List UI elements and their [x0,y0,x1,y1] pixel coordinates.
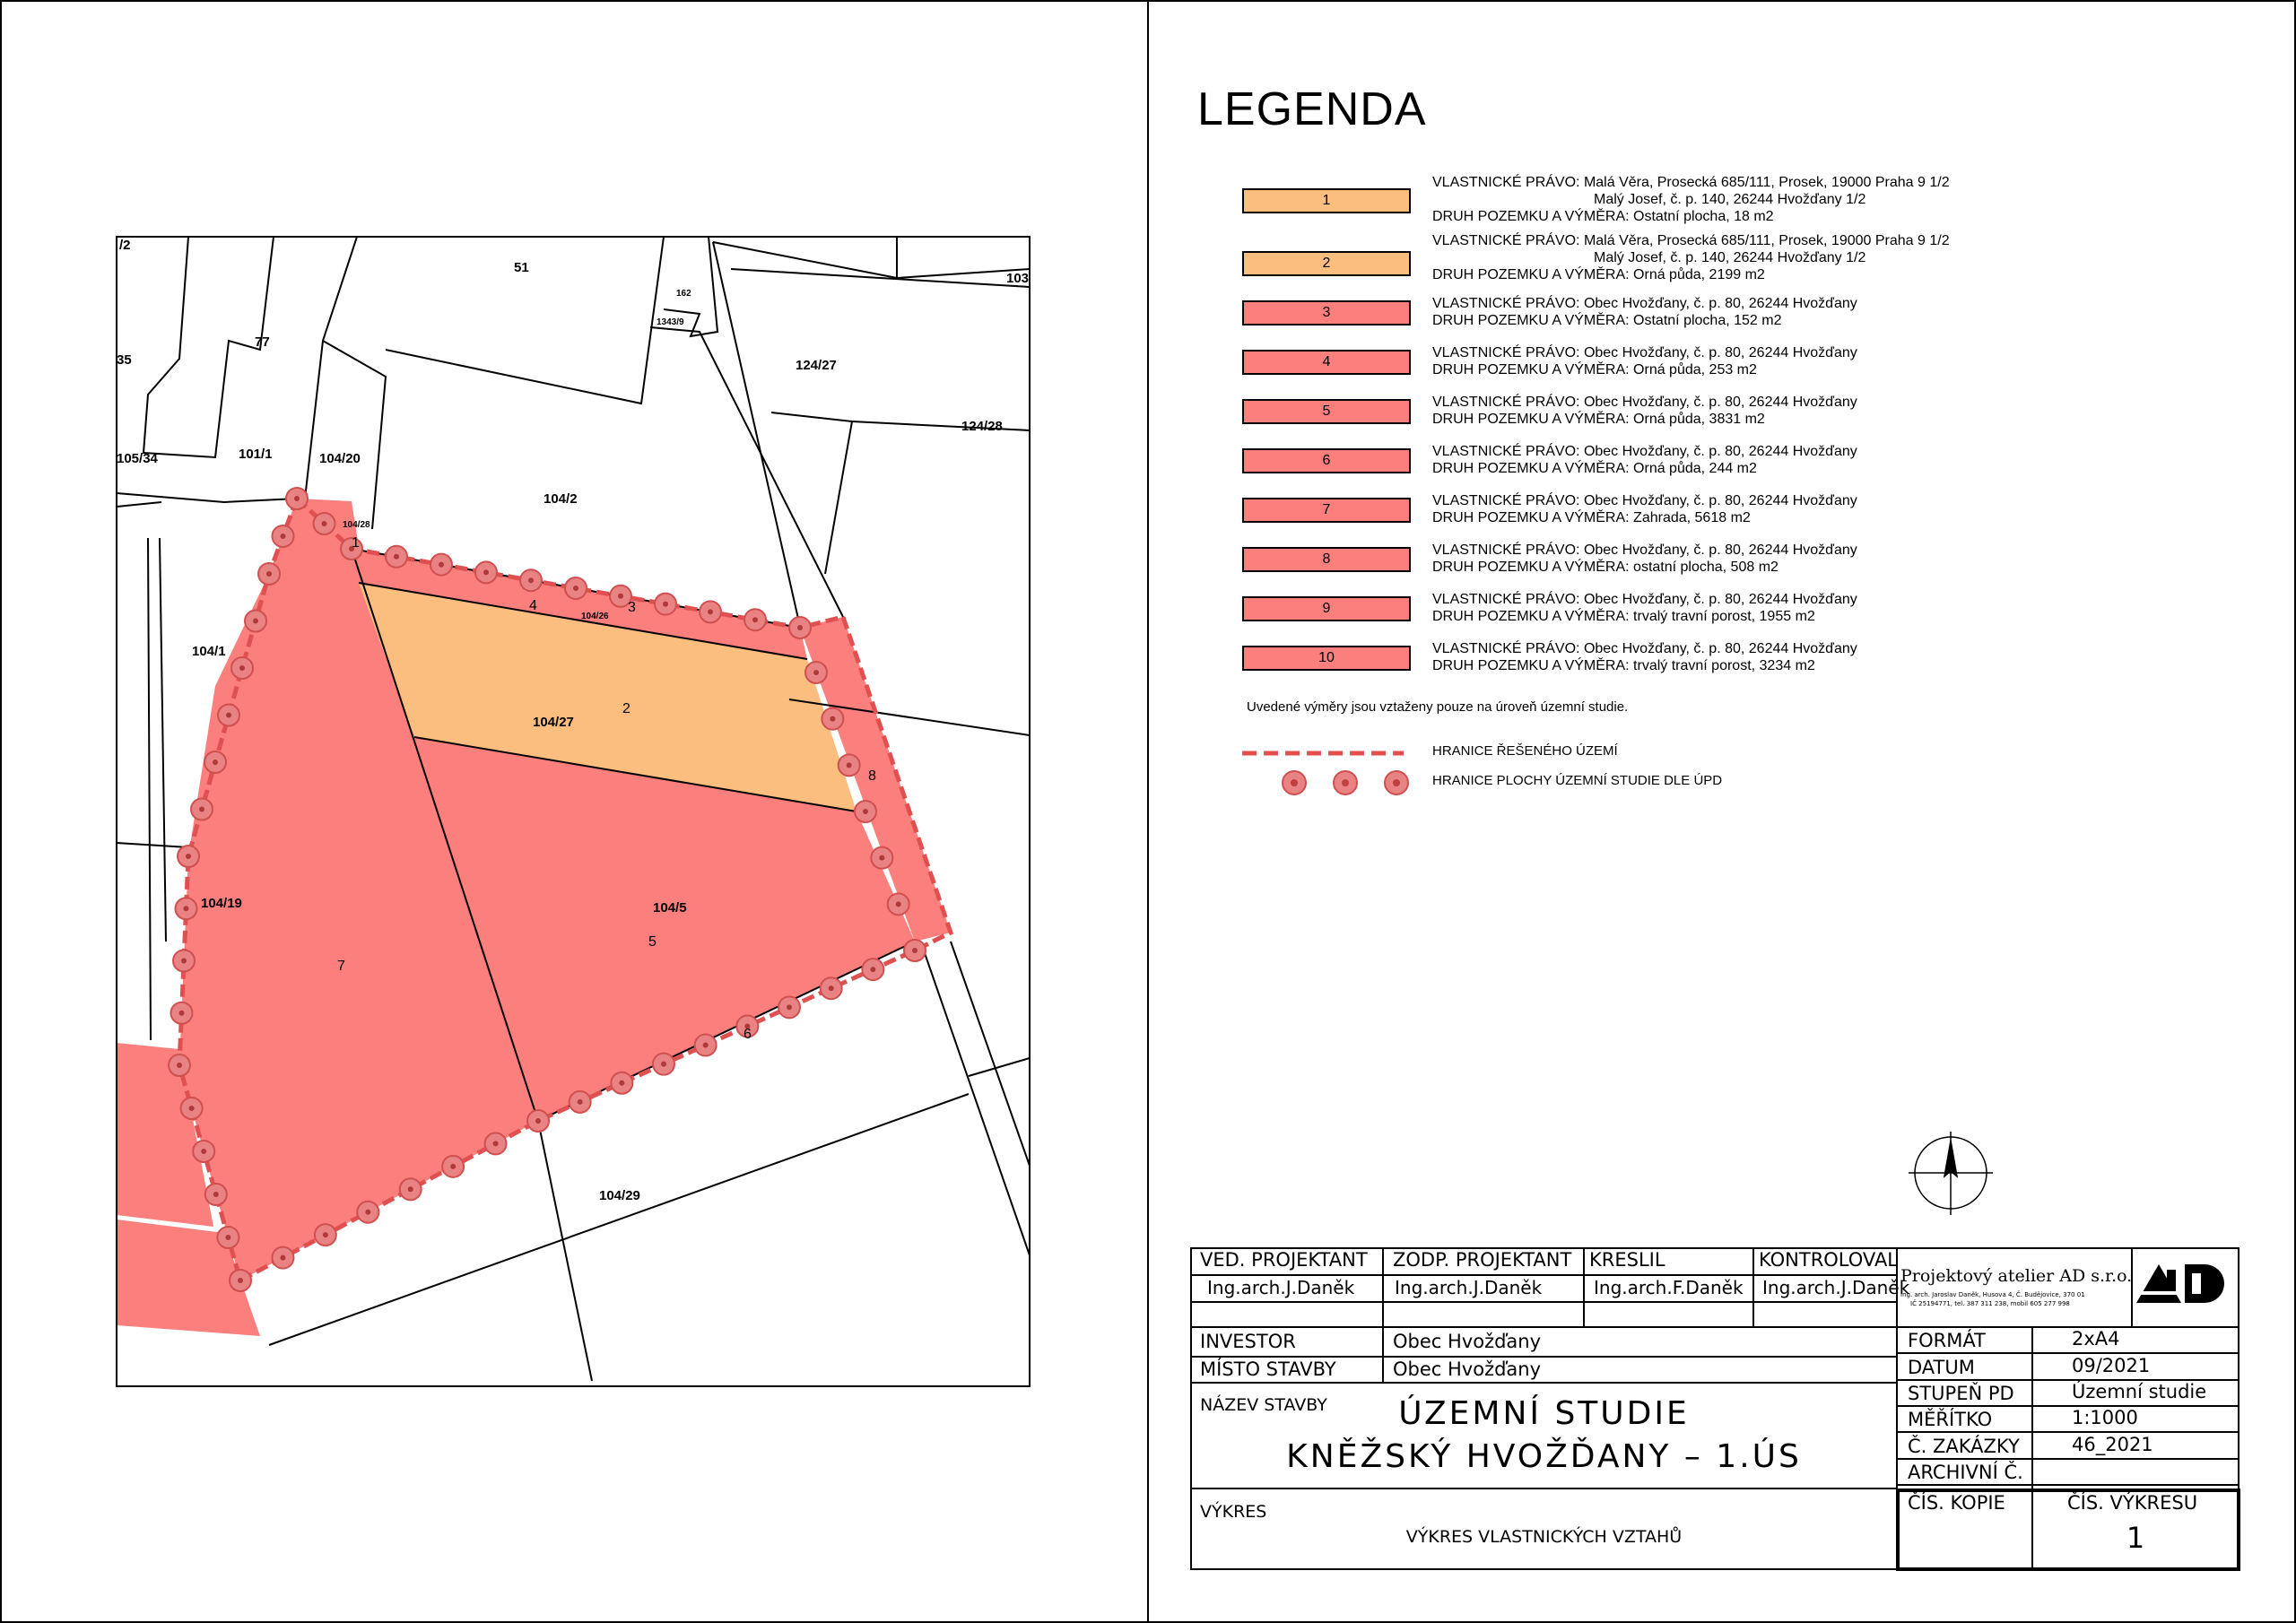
parcel-label: 1343/9 [657,317,684,327]
company-contact: IČ 25194771, tel. 387 311 238, mobil 605 277 998 [1910,1300,2070,1307]
area-number: 8 [868,768,876,784]
investor-value: Obec Hvožďany [1393,1331,1542,1352]
stupen-pd-label: STUPEŇ PD [1908,1383,2014,1404]
legend-text-line: VLASTNICKÉ PRÁVO: Obec Hvožďany, č. p. 80, 26244 Hvožďany [1432,493,1857,508]
legend-text-line: VLASTNICKÉ PRÁVO: Obec Hvožďany, č. p. 80, 26244 Hvožďany [1432,395,1857,410]
zodp-projektant-value: Ing.arch.J.Daněk [1395,1277,1543,1298]
cis-kopie-label: ČÍS. KOPIE [1908,1492,2005,1514]
drawing-name: VÝKRES VLASTNICKÝCH VZTAHŮ [1405,1527,1683,1547]
zakazka-label: Č. ZAKÁZKY [1908,1436,2020,1457]
stupen-pd-value: Územní studie [2072,1381,2207,1402]
parcel-label: 104/27 [533,715,574,730]
legend-text-line: Malý Josef, č. p. 140, 26244 Hvožďany 1/2 [1594,250,1866,265]
legend-text-line: DRUH POZEMKU A VÝMĚRA: Zahrada, 5618 m2 [1432,510,1751,525]
legend-text-line: DRUH POZEMKU A VÝMĚRA: trvalý travní porost, 1955 m2 [1432,609,1815,624]
nazev-stavby-label: NÁZEV STAVBY [1200,1395,1327,1415]
legend-text-line: DRUH POZEMKU A VÝMĚRA: Orná půda, 244 m2 [1432,461,1757,476]
parcel-label: 101/1 [239,447,273,462]
parcel-label: 104/2 [544,491,578,507]
cis-vykresu-label: ČÍS. VÝKRESU [2067,1492,2198,1514]
area-number: 5 [648,934,657,950]
parcel-label: 104/26 [581,612,609,621]
parcel-label: 77 [255,334,270,350]
legend-text-line: DRUH POZEMKU A VÝMĚRA: trvalý travní porost, 3234 m2 [1432,658,1815,673]
project-title-line2: KNĚŽSKÝ HVOŽĎANY – 1.ÚS [1286,1438,1802,1475]
parcel-label: 51 [514,260,529,275]
legend-text-line: VLASTNICKÉ PRÁVO: Obec Hvožďany, č. p. 80, 26244 Hvožďany [1432,592,1857,607]
parcel-label: 124/27 [796,358,837,373]
legend-text-line: DRUH POZEMKU A VÝMĚRA: Orná půda, 3831 m2 [1432,412,1765,427]
legend-swatch-10: 10 [1242,646,1411,671]
parcel-label: 104/28 [343,520,370,530]
legend-swatch-2: 2 [1242,251,1411,276]
company-logo [2136,1264,2224,1303]
meritko-label: MĚŘÍTKO [1908,1409,1993,1430]
kreslil-label: KRESLIL [1589,1249,1665,1271]
legend-text-line: VLASTNICKÉ PRÁVO: Obec Hvožďany, č. p. 80, 26244 Hvožďany [1432,296,1857,311]
company-name: Projektový atelier AD s.r.o. [1900,1266,2133,1286]
legend-swatch-4: 4 [1242,350,1411,375]
parcel-label: /2 [119,238,131,253]
datum-label: DATUM [1908,1357,1975,1378]
area-number: 6 [744,1027,752,1042]
legend-text-line: DRUH POZEMKU A VÝMĚRA: Ostatní plocha, 152 m2 [1432,313,1782,328]
cis-vykresu-value: 1 [2126,1521,2145,1555]
legend-swatch-1: 1 [1242,188,1411,213]
kontroloval-label: KONTROLOVAL [1759,1249,1899,1271]
area-number: 4 [529,598,537,613]
legend-text-line: DRUH POZEMKU A VÝMĚRA: ostatní plocha, 508 m2 [1432,560,1779,575]
legend-text-line: DRUH POZEMKU A VÝMĚRA: Orná půda, 253 m2 [1432,362,1757,378]
legend-text-line: VLASTNICKÉ PRÁVO: Obec Hvožďany, č. p. 80, 26244 Hvožďany [1432,345,1857,360]
misto-stavby-label: MÍSTO STAVBY [1200,1358,1336,1380]
legend-swatch-7: 7 [1242,498,1411,523]
parcel-label: 104/1 [192,644,226,659]
legend-text-line: VLASTNICKÉ PRÁVO: Obec Hvožďany, č. p. 80, 26244 Hvožďany [1432,444,1857,459]
legend-boundary-study-label: HRANICE PLOCHY ÚZEMNÍ STUDIE DLE ÚPD [1432,773,1723,788]
project-title-line1: ÚZEMNÍ STUDIE [1398,1395,1690,1432]
legend-swatch-6: 6 [1242,448,1411,473]
parcel-label: 104/29 [599,1188,640,1203]
parcel-label: 105/34 [117,451,158,466]
investor-label: INVESTOR [1200,1331,1296,1352]
legend-text-line: DRUH POZEMKU A VÝMĚRA: Ostatní plocha, 18 m2 [1432,209,1774,224]
legend-note: Uvedené výměry jsou vztaženy pouze na úroveň územní studie. [1247,699,1629,715]
legend-text-line: DRUH POZEMKU A VÝMĚRA: Orná půda, 2199 m2 [1432,267,1765,282]
area-number: 1 [352,535,360,551]
legend-text-line: Malý Josef, č. p. 140, 26244 Hvožďany 1/2 [1594,192,1866,207]
legend-text-line: VLASTNICKÉ PRÁVO: Obec Hvožďany, č. p. 80, 26244 Hvožďany [1432,542,1857,558]
ved-projektant-label: VED. PROJEKTANT [1200,1249,1368,1271]
zodp-projektant-label: ZODP. PROJEKTANT [1393,1249,1572,1271]
kontroloval-value: Ing.arch.J.Daněk [1762,1277,1910,1298]
legend-text-line: VLASTNICKÉ PRÁVO: Obec Hvožďany, č. p. 80, 26244 Hvožďany [1432,641,1857,656]
legend-swatch-5: 5 [1242,399,1411,424]
format-label: FORMÁT [1908,1330,1986,1351]
legend-boundary-solved-label: HRANICE ŘEŠENÉHO ÚZEMÍ [1432,743,1618,759]
parcel-label: 124/28 [961,419,1003,434]
legend-swatch-8: 8 [1242,547,1411,572]
legend-text-line: VLASTNICKÉ PRÁVO: Malá Věra, Prosecká 685/111, Prosek, 19000 Praha 9 1/2 [1432,233,1950,248]
legend-title: LEGENDA [1197,83,1427,135]
area-number: 2 [622,701,631,716]
parcel-label: 104/20 [319,451,361,466]
format-value: 2xA4 [2072,1328,2120,1350]
ved-projektant-value: Ing.arch.J.Daněk [1207,1277,1355,1298]
parcel-label: 104/19 [201,896,242,911]
meritko-value: 1:1000 [2072,1407,2138,1428]
area-number: 3 [628,600,636,615]
legend-text-line: VLASTNICKÉ PRÁVO: Malá Věra, Prosecká 685/111, Prosek, 19000 Praha 9 1/2 [1432,175,1950,190]
vykres-label: VÝKRES [1200,1502,1267,1522]
misto-stavby-value: Obec Hvožďany [1393,1358,1542,1380]
legend-swatch-3: 3 [1242,300,1411,325]
company-address: Ing. arch. Jaroslav Daněk, Husova 4, Č. Budějovice, 370 01 [1900,1291,2085,1298]
archivni-label: ARCHIVNÍ Č. [1908,1462,2023,1483]
zakazka-value: 46_2021 [2072,1434,2153,1455]
datum-value: 09/2021 [2072,1355,2151,1376]
parcel-label: 104/5 [653,900,687,916]
parcel-label: 162 [676,289,691,299]
parcel-label: 35 [117,352,132,368]
legend-swatch-9: 9 [1242,596,1411,621]
kreslil-value: Ing.arch.F.Daněk [1594,1277,1744,1298]
parcel-label: 103 [1006,271,1030,286]
area-number: 7 [337,959,345,974]
